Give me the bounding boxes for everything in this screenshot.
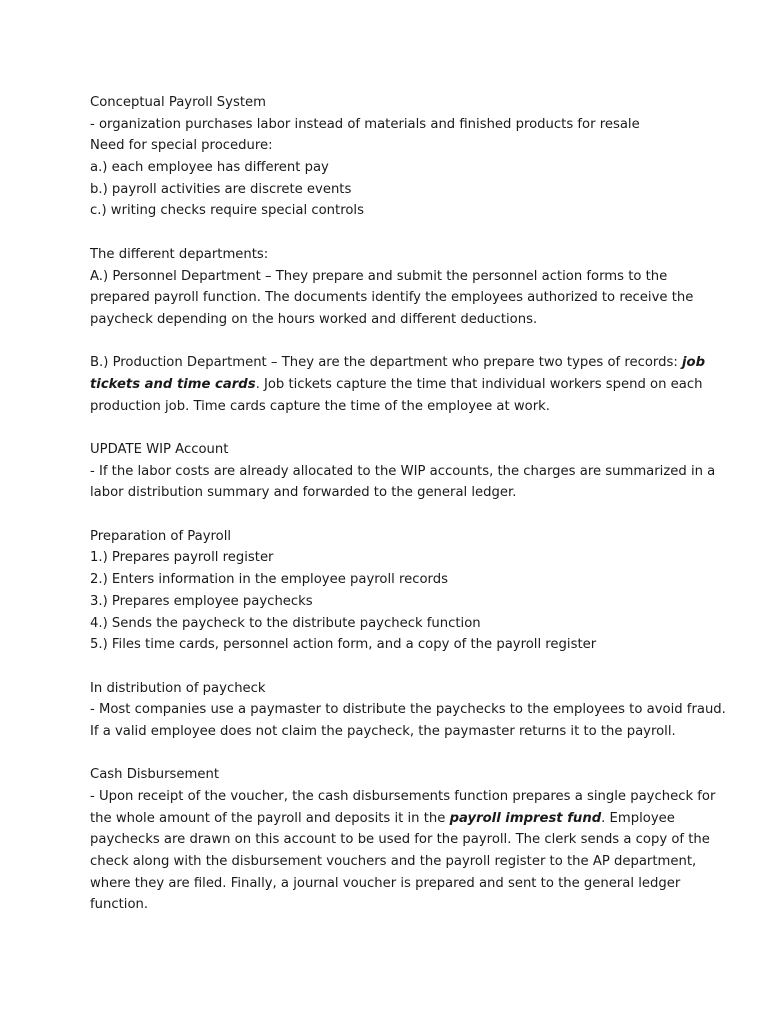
text-line: - organization purchases labor instead of materials and finished products for resale	[90, 116, 640, 132]
list-item: 2.) Enters information in the employee payroll records	[90, 572, 448, 588]
list-item: 3.) Prepares employee paychecks	[90, 593, 313, 609]
text-line: - Most companies use a paymaster to distribute the paychecks to the employees to avoid fraud.	[90, 702, 726, 718]
text-segment: B.) Production Department – They are the department who prepare two types of records:	[90, 355, 682, 371]
text-line	[90, 374, 703, 396]
text-line: - If the labor costs are already allocated to the WIP accounts, the charges are summarized in a	[90, 463, 716, 479]
blank-line	[90, 331, 690, 353]
emphasis-text: tickets and time cards	[90, 376, 256, 392]
text-line: A.) Personnel Department – They prepare and submit the personnel action forms to the	[90, 268, 668, 284]
section-title-cash-disbursement: Cash Disbursement	[90, 767, 220, 783]
text-line: - Upon receipt of the voucher, the cash disbursements function prepares a single paycheck for	[90, 789, 716, 804]
document-page	[90, 92, 726, 916]
text-line: production job. Time cards capture the time of the employee at work.	[90, 398, 550, 414]
blank-line	[90, 743, 690, 765]
blank-line	[90, 504, 690, 526]
text-segment: the whole amount of the payroll and deposits it in the	[90, 810, 450, 826]
text-line: labor distribution summary and forwarded to the general ledger.	[90, 485, 517, 501]
section-title-conceptual-payroll: Conceptual Payroll System	[90, 95, 266, 110]
list-item: b.) payroll activities are discrete events	[90, 181, 352, 197]
text-line: prepared payroll function. The documents identify the employees authorized to receive the	[90, 290, 694, 306]
list-item: 5.) Files time cards, personnel action form, and a copy of the payroll register	[90, 637, 597, 653]
text-segment: . Job tickets capture the time that individual workers spend on each	[255, 376, 703, 392]
blank-line	[90, 222, 690, 244]
blank-line	[90, 417, 690, 439]
emphasis-text: payroll imprest fund	[449, 810, 602, 826]
section-title-preparation-of-payroll: Preparation of Payroll	[90, 528, 232, 544]
text-line: check along with the disbursement vouchers and the payroll register to the AP department,	[90, 854, 697, 870]
text-segment: . Employee	[601, 810, 675, 826]
text-line: If a valid employee does not claim the paycheck, the paymaster returns it to the payroll.	[90, 723, 676, 739]
list-item: 1.) Prepares payroll register	[90, 550, 274, 566]
list-item: c.) writing checks require special controls	[90, 203, 364, 219]
text-line: Need for special procedure:	[90, 138, 273, 154]
text-line: paycheck depending on the hours worked and different deductions.	[90, 311, 538, 327]
text-line	[90, 808, 690, 830]
section-title-departments: The different departments:	[90, 246, 269, 262]
text-line	[90, 352, 706, 374]
list-item: a.) each employee has different pay	[90, 160, 329, 176]
emphasis-text: job	[681, 355, 706, 371]
text-line: paychecks are drawn on this account to be used for the payroll. The clerk sends a copy of the	[90, 832, 710, 848]
section-title-update-wip: UPDATE WIP Account	[90, 442, 229, 457]
text-line: function.	[90, 897, 149, 913]
blank-line	[90, 656, 690, 678]
text-line: where they are filed. Finally, a journal voucher is prepared and sent to the general ledger	[90, 875, 681, 891]
section-title-distribution: In distribution of paycheck	[90, 680, 266, 696]
list-item: 4.) Sends the paycheck to the distribute paycheck function	[90, 615, 481, 631]
